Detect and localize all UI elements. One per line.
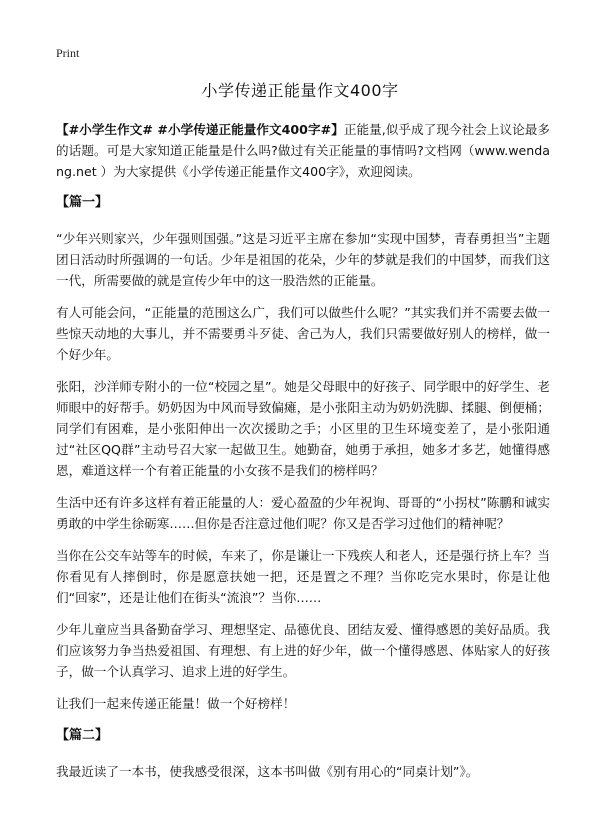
section-1-paragraph-6: 少年儿童应当具备勤奋学习、理想坚定、品德优良、团结友爱、懂得感恩的美好品质。我们应该努力争当热爱祖国、有理想、有上进的好少年，做一个懂得感恩、体贴家人的好孩子，做一个认真学习、追求上进的好学生。 — [56, 622, 550, 679]
section-heading-1: 【篇一】 — [56, 195, 109, 210]
print-label[interactable]: Print — [56, 46, 80, 60]
document-title: 小学传递正能量作文400字 — [201, 81, 399, 100]
section-2-paragraph-1: 我最近读了一本书，使我感受很深，这本书叫做《别有用心的“同桌计划”》。 — [56, 764, 479, 779]
section-1-paragraph-7: 让我们一起来传递正能量！做一个好榜样！ — [56, 696, 296, 711]
intro-paragraph — [56, 119, 550, 182]
section-1-paragraph-5: 当你在公交车站等车的时候，车来了，你是谦让一下残疾人和老人，还是强行挤上车？当你看见有人摔倒时，你是愿意扶她一把，还是置之不理？当你吃完水果时，你是让他们“回家”，还是让他们在街头“流浪”？当你…… — [56, 548, 550, 605]
section-1-paragraph-1: “少年兴则家兴，少年强则国强。”这是习近平主席在参加“实现中国梦，青春勇担当”主题团日活动时所强调的一句话。少年是祖国的花朵，少年的梦就是我们的中国梦，而我们这一代，所需要做的就是宣传少年中的这一股浩然的正能量。 — [56, 231, 550, 288]
section-heading-2: 【篇二】 — [56, 728, 109, 743]
intro-text: 正能量,似乎成了现今社会上议论最多的话题。可是大家知道正能量是什么吗?做过有关正能量的事情吗?文档网（www.wendang.net ）为大家提供《小学传递正能量作文400字》，欢迎阅读。 — [56, 122, 550, 179]
document-body — [56, 119, 550, 793]
section-1-paragraph-3: 张阳，沙洋师专附小的一位“校园之星”。她是父母眼中的好孩子、同学眼中的好学生、老师眼中的好帮手。奶奶因为中风而导致偏瘫，是小张阳主动为奶奶洗脚、揉腿、倒便桶；同学们有困难，是小张阳伸出一次次援助之手；小区里的卫生环境变差了，是小张阳通过“社区QQ群”主动号召大家一起做卫生。她勤奋，她勇于承担，她多才多艺，她懂得感恩，难道这样一个有着正能量的小女孩不是我们的榜样吗？ — [56, 379, 550, 478]
intro-tags: 【#小学生作文# #小学传递正能量作文400字#】 — [56, 122, 344, 137]
section-1-paragraph-4: 生活中还有许多这样有着正能量的人：爱心盈盈的少年祝询、哥哥的“小拐杖”陈鹏和诚实勇敢的中学生徐砺寒……但你是否注意过他们呢？你又是否学习过他们的精神呢？ — [56, 495, 550, 531]
section-1-paragraph-2: 有人可能会问，“正能量的范围这么广，我们可以做些什么呢？”其实我们并不需要去做一些惊天动地的大事儿，并不需要勇斗歹徒、舍己为人，我们只需要做好别人的榜样，做一个好少年。 — [56, 305, 550, 362]
